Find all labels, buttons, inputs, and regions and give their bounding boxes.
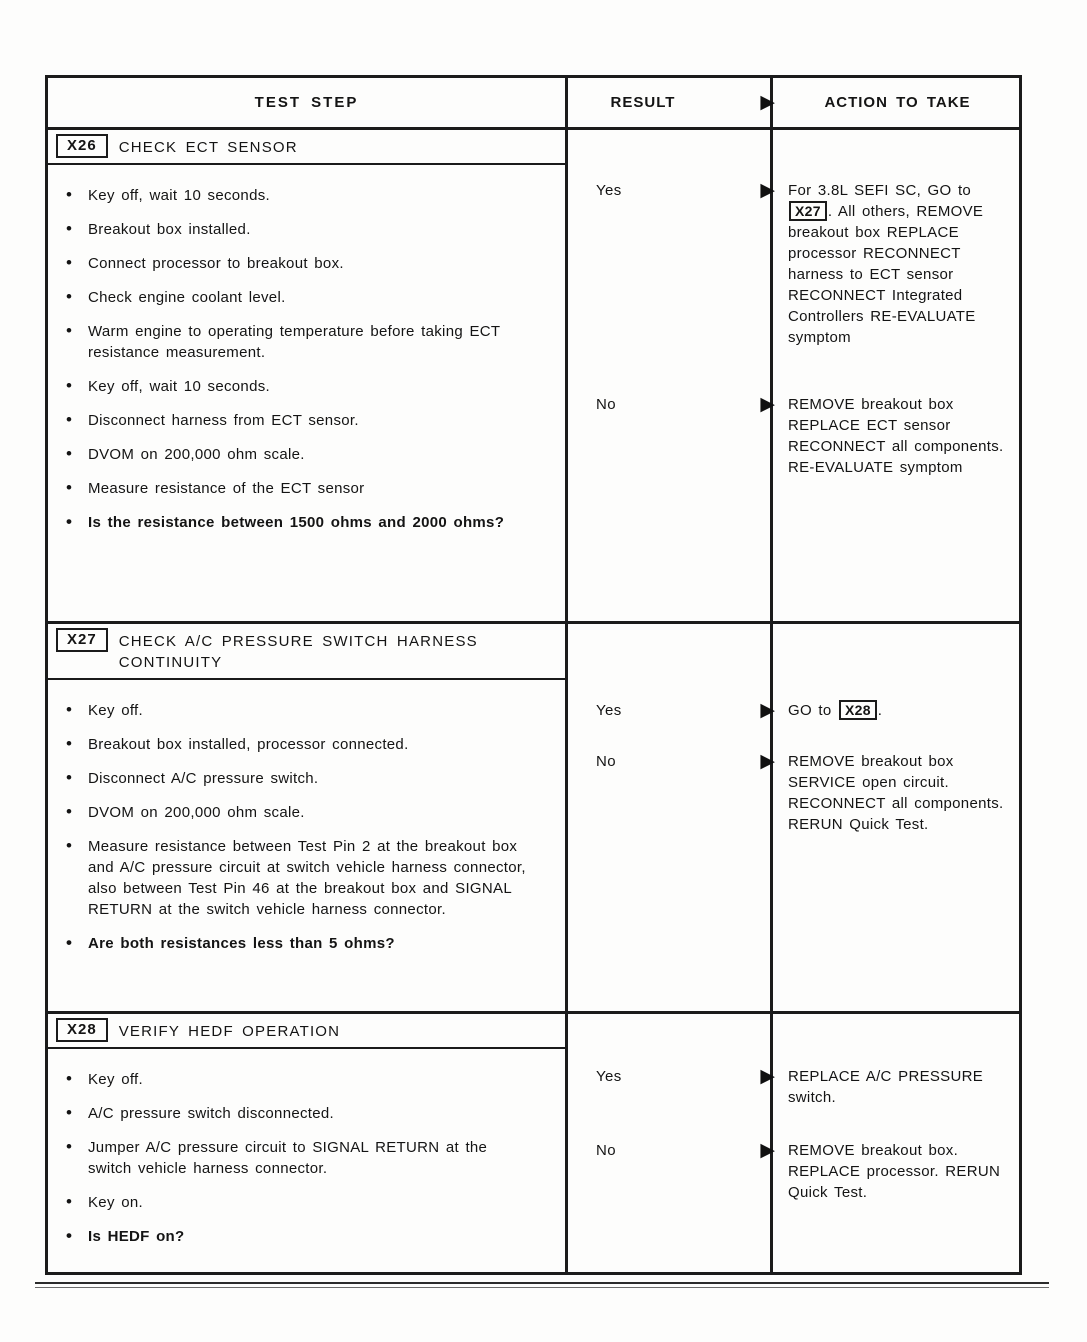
test-instruction: • Key off. [64, 700, 529, 721]
result-action-row [568, 700, 1019, 721]
action-text-part: . All others, REMOVE breakout box REPLACE processor RECONNECT harness to ECT sensor RECONNECT Integrated Controllers RE-EVALUATE symptom [788, 203, 984, 346]
test-instruction: • DVOM on 200,000 ohm scale. [64, 802, 529, 823]
test-instruction: • Key off. [64, 1069, 529, 1090]
arrow-cell [718, 700, 775, 721]
header-arrow-cell [718, 92, 775, 113]
result-arrow-icon: ▶ [760, 394, 775, 415]
action-text-part: GO to [788, 702, 838, 719]
test-instruction: • Warm engine to operating temperature before taking ECT resistance measurement. [64, 321, 529, 363]
test-instruction: • Key on. [64, 1192, 529, 1213]
test-instruction: • Breakout box installed, processor connected. [64, 734, 529, 755]
question-instruction: • Is HEDF on? [64, 1226, 529, 1247]
arrow-cell [718, 1066, 775, 1087]
test-instruction: • Breakout box installed. [64, 219, 529, 240]
test-instruction: • Connect processor to breakout box. [64, 253, 529, 274]
result-action-cell [568, 1014, 1019, 1272]
test-id-badge: X27 [56, 628, 108, 652]
result-label: No [596, 753, 616, 770]
test-step-cell [48, 1014, 568, 1272]
arrow-cell [718, 394, 775, 415]
column-header-result: RESULT [610, 94, 676, 111]
action-text [770, 751, 1019, 835]
test-row [48, 130, 1019, 624]
test-step-header [48, 1014, 565, 1049]
page-footer-rule [35, 1282, 1049, 1288]
test-instruction: • Disconnect A/C pressure switch. [64, 768, 529, 789]
result-label: Yes [596, 1068, 622, 1085]
action-text-part: REMOVE breakout box REPLACE ECT sensor RECONNECT all components. RE-EVALUATE symptom [788, 396, 1004, 476]
action-text [770, 180, 1019, 348]
test-instruction: • Check engine coolant level. [64, 287, 529, 308]
step-reference: X27 [789, 201, 827, 221]
test-row [48, 1014, 1019, 1272]
arrow-cell [718, 1140, 775, 1161]
action-text [770, 1140, 1019, 1203]
test-instruction: • Measure resistance between Test Pin 2 at the breakout box and A/C pressure circuit at switch vehicle harness connector, also between Test Pin 46 at the breakout box and SIGNAL RETURN at the switch vehicle harness connector. [64, 836, 529, 920]
action-text [770, 1066, 1019, 1108]
result-action-row [568, 751, 1019, 835]
action-text-part: REMOVE breakout box SERVICE open circuit. RECONNECT all components. RERUN Quick Test. [788, 753, 1004, 833]
test-instruction: • Key off, wait 10 seconds. [64, 185, 529, 206]
action-text-part: . [877, 702, 883, 719]
pinpoint-test-table [45, 75, 1022, 1275]
test-step-cell [48, 624, 568, 1011]
test-title: VERIFY HEDF OPERATION [118, 1023, 341, 1040]
test-title: CHECK A/C PRESSURE SWITCH HARNESS CONTINUITY [118, 633, 478, 671]
arrow-cell [718, 180, 775, 201]
action-text [770, 394, 1019, 478]
result-arrow-icon: ▶ [760, 180, 775, 201]
result-action-cell [568, 624, 1019, 1011]
result-arrow-icon: ▶ [760, 751, 775, 772]
instruction-list [48, 165, 565, 558]
column-header-action: ACTION TO TAKE [824, 94, 971, 111]
instruction-list [48, 680, 565, 979]
result-arrow-icon: ▶ [760, 92, 775, 113]
action-text [770, 700, 1019, 721]
header-result-action-cell [568, 78, 1019, 127]
question-instruction: • Is the resistance between 1500 ohms and 2000 ohms? [64, 512, 529, 533]
test-instruction: • A/C pressure switch disconnected. [64, 1103, 529, 1124]
test-id-badge: X26 [56, 134, 108, 158]
action-text-part: REPLACE A/C PRESSURE switch. [788, 1068, 984, 1106]
result-label: No [596, 1142, 616, 1159]
step-reference: X28 [839, 700, 877, 720]
test-instruction: • Jumper A/C pressure circuit to SIGNAL RETURN at the switch vehicle harness connector. [64, 1137, 529, 1179]
result-arrow-icon: ▶ [760, 1140, 775, 1161]
result-arrow-icon: ▶ [760, 700, 775, 721]
test-id-badge: X28 [56, 1018, 108, 1042]
question-instruction: • Are both resistances less than 5 ohms? [64, 933, 529, 954]
action-text-part: REMOVE breakout box. REPLACE processor. RERUN Quick Test. [788, 1142, 1001, 1201]
result-action-row [568, 1066, 1019, 1108]
result-action-row [568, 394, 1019, 478]
action-text-part: For 3.8L SEFI SC, GO to [788, 182, 972, 199]
test-instruction: • DVOM on 200,000 ohm scale. [64, 444, 529, 465]
test-step-header [48, 624, 565, 680]
result-label: Yes [596, 182, 622, 199]
column-header-test-step: TEST STEP [48, 78, 568, 127]
test-title: CHECK ECT SENSOR [118, 139, 298, 156]
result-arrow-icon: ▶ [760, 1066, 775, 1087]
result-label: Yes [596, 702, 622, 719]
result-action-cell [568, 130, 1019, 621]
test-instruction: • Measure resistance of the ECT sensor [64, 478, 529, 499]
test-instruction: • Disconnect harness from ECT sensor. [64, 410, 529, 431]
column-divider-line [770, 624, 773, 1011]
test-step-header [48, 130, 565, 165]
test-row [48, 624, 1019, 1014]
table-header-row [48, 78, 1019, 130]
result-action-row [568, 180, 1019, 348]
result-label: No [596, 396, 616, 413]
test-step-cell [48, 130, 568, 621]
instruction-list [48, 1049, 565, 1272]
arrow-cell [718, 751, 775, 772]
test-instruction: • Key off, wait 10 seconds. [64, 376, 529, 397]
column-divider-line [770, 130, 773, 621]
result-action-row [568, 1140, 1019, 1203]
